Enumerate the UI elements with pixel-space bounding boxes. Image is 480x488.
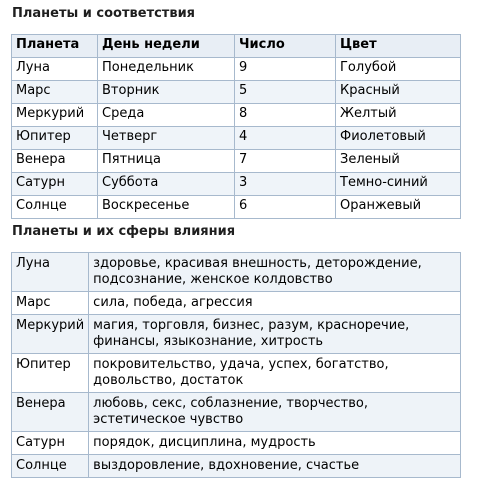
number-cell: 8: [235, 104, 336, 127]
correspondences-title: Планеты и соответствия: [12, 6, 196, 21]
planet-cell: Сатурн: [12, 432, 89, 455]
spheres-table: [11, 252, 461, 478]
planet-cell: Солнце: [12, 196, 98, 219]
color-cell: Оранжевый: [336, 196, 461, 219]
table-row: [12, 354, 461, 393]
number-cell: 4: [235, 127, 336, 150]
planet-cell: Венера: [12, 150, 98, 173]
planet-cell: Луна: [12, 253, 89, 292]
table-header-row: [12, 35, 461, 58]
planet-cell: Марс: [12, 292, 89, 315]
planet-cell: Юпитер: [12, 354, 89, 393]
planet-cell: Сатурн: [12, 173, 98, 196]
planet-cell: Марс: [12, 81, 98, 104]
number-cell: 6: [235, 196, 336, 219]
sphere-cell: здоровье, красивая внешность, деторождение, подсознание, женское колдовство: [89, 253, 461, 292]
weekday-cell: Суббота: [98, 173, 235, 196]
spheres-title: Планеты и их сферы влияния: [12, 224, 236, 239]
table-row: [12, 104, 461, 127]
weekday-cell: Четверг: [98, 127, 235, 150]
table-row: [12, 455, 461, 478]
weekday-cell: Среда: [98, 104, 235, 127]
sphere-cell: покровительство, удача, успех, богатство, довольство, достаток: [89, 354, 461, 393]
sphere-cell: сила, победа, агрессия: [89, 292, 461, 315]
sphere-cell: магия, торговля, бизнес, разум, красноречие, финансы, языкознание, хитрость: [89, 315, 461, 354]
planet-cell: Солнце: [12, 455, 89, 478]
weekday-cell: Понедельник: [98, 58, 235, 81]
table-row: [12, 432, 461, 455]
table-row: [12, 58, 461, 81]
planet-cell: Меркурий: [12, 104, 98, 127]
number-cell: 9: [235, 58, 336, 81]
number-cell: 7: [235, 150, 336, 173]
correspondences-table: [11, 34, 461, 219]
planet-cell: Венера: [12, 393, 89, 432]
weekday-cell: Воскресенье: [98, 196, 235, 219]
planet-cell: Юпитер: [12, 127, 98, 150]
column-header-color: Цвет: [336, 35, 461, 58]
color-cell: Голубой: [336, 58, 461, 81]
table-row: [12, 127, 461, 150]
weekday-cell: Пятница: [98, 150, 235, 173]
column-header-planet: Планета: [12, 35, 98, 58]
column-header-number: Число: [235, 35, 336, 58]
sphere-cell: порядок, дисциплина, мудрость: [89, 432, 461, 455]
color-cell: Красный: [336, 81, 461, 104]
color-cell: Зеленый: [336, 150, 461, 173]
sphere-cell: любовь, секс, соблазнение, творчество, эстетическое чувство: [89, 393, 461, 432]
planet-cell: Меркурий: [12, 315, 89, 354]
table-row: [12, 393, 461, 432]
table-row: [12, 196, 461, 219]
color-cell: Темно-синий: [336, 173, 461, 196]
table-row: [12, 253, 461, 292]
number-cell: 5: [235, 81, 336, 104]
table-row: [12, 292, 461, 315]
column-header-weekday: День недели: [98, 35, 235, 58]
color-cell: Желтый: [336, 104, 461, 127]
table-row: [12, 81, 461, 104]
planet-cell: Луна: [12, 58, 98, 81]
sphere-cell: выздоровление, вдохновение, счастье: [89, 455, 461, 478]
table-row: [12, 150, 461, 173]
weekday-cell: Вторник: [98, 81, 235, 104]
table-row: [12, 315, 461, 354]
table-row: [12, 173, 461, 196]
number-cell: 3: [235, 173, 336, 196]
color-cell: Фиолетовый: [336, 127, 461, 150]
